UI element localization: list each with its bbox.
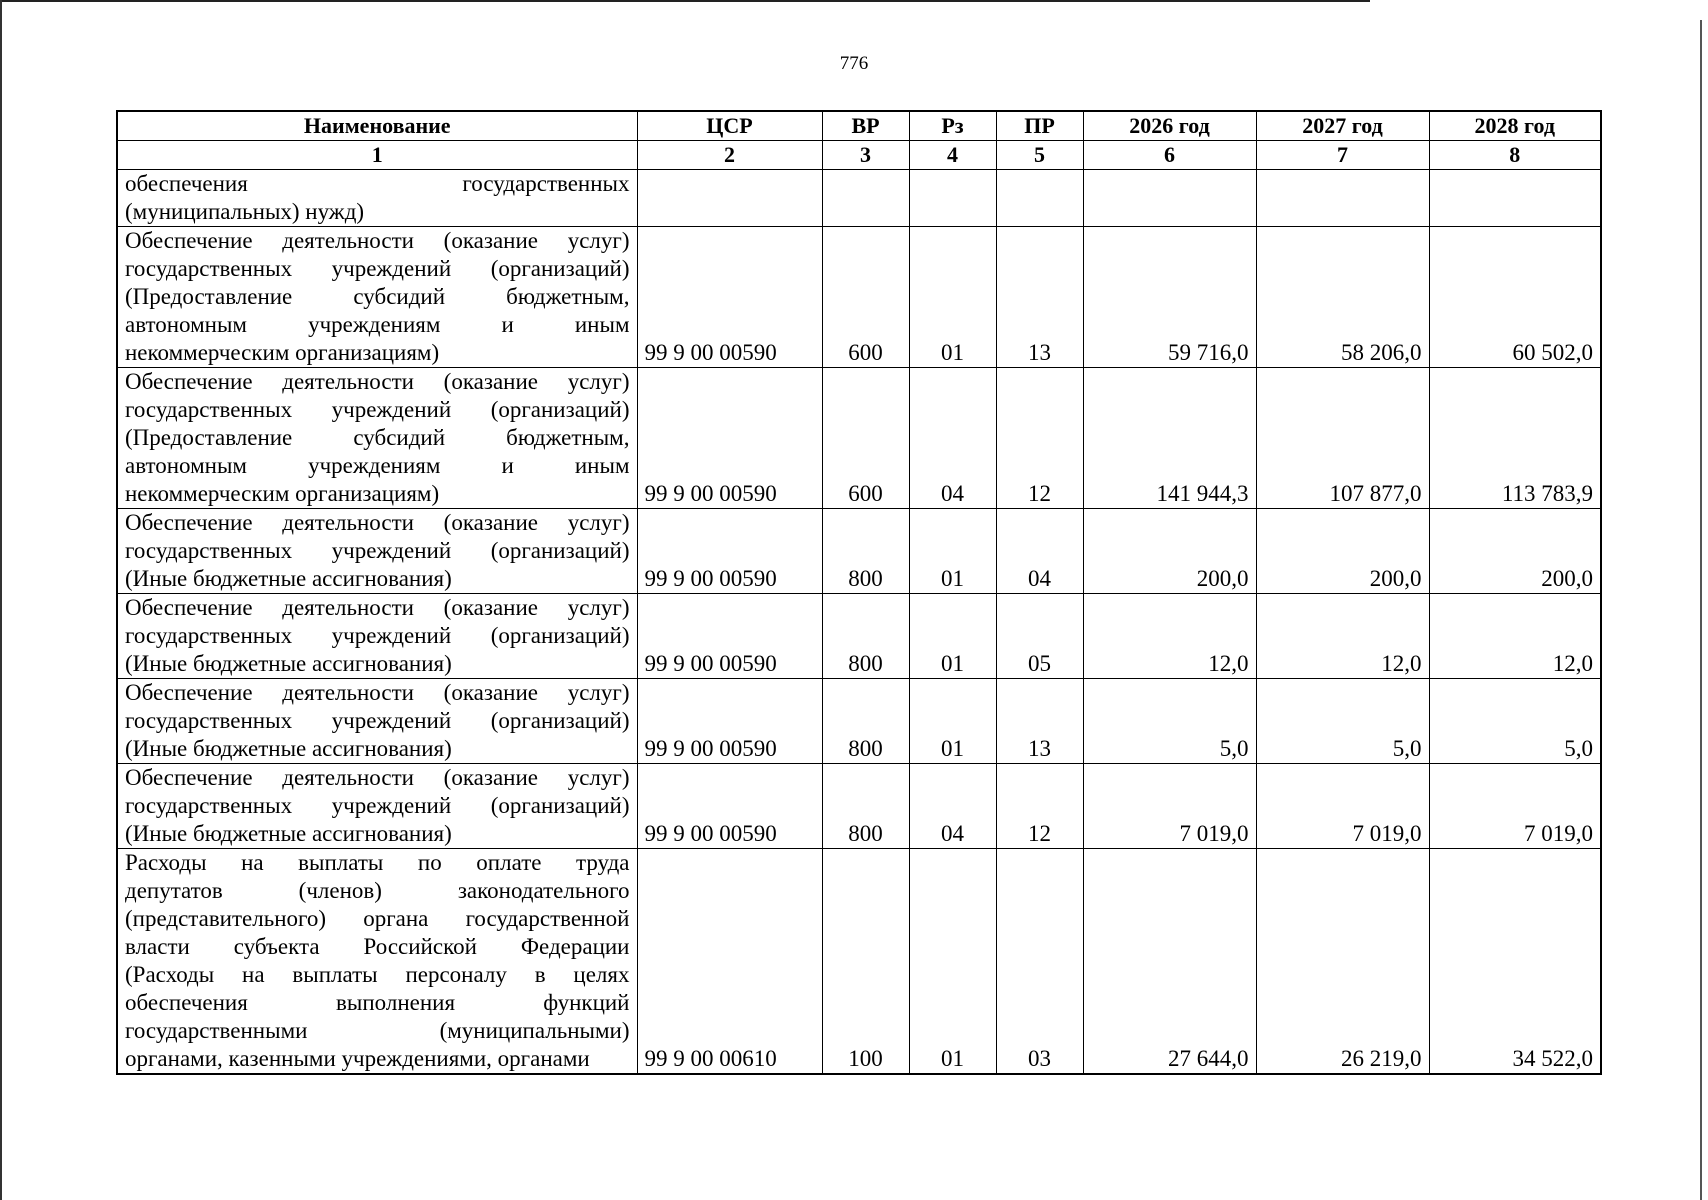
cell-vr: 800 — [822, 509, 909, 594]
cell-pr: 13 — [996, 227, 1083, 368]
name-line: государственных учреждений (организаций) — [125, 256, 630, 281]
cell-2028 — [1429, 170, 1601, 227]
name-line: (Расходы на выплаты персоналу в целях — [125, 962, 630, 987]
name-line: некоммерческим организациям) — [125, 340, 440, 365]
cell-2028: 34 522,0 — [1429, 849, 1601, 1075]
name-line: обеспечения государственных — [125, 171, 630, 196]
name-line: (Предоставление субсидий бюджетным, — [125, 425, 630, 450]
cell-rz: 04 — [909, 368, 996, 509]
col-number: 2 — [637, 141, 822, 170]
cell-rz: 01 — [909, 679, 996, 764]
scan-edge-top — [0, 0, 1370, 2]
col-number: 5 — [996, 141, 1083, 170]
col-number: 6 — [1083, 141, 1256, 170]
cell-2026: 7 019,0 — [1083, 764, 1256, 849]
cell-vr: 800 — [822, 594, 909, 679]
cell-pr: 04 — [996, 509, 1083, 594]
cell-name — [117, 679, 637, 764]
name-line: Обеспечение деятельности (оказание услуг) — [125, 765, 630, 790]
cell-csr: 99 9 00 00610 — [637, 849, 822, 1075]
name-line: (Предоставление субсидий бюджетным, — [125, 284, 630, 309]
cell-2026: 141 944,3 — [1083, 368, 1256, 509]
col-header-vr: ВР — [822, 111, 909, 141]
cell-csr: 99 9 00 00590 — [637, 764, 822, 849]
cell-pr: 05 — [996, 594, 1083, 679]
col-header-pr: ПР — [996, 111, 1083, 141]
name-line: органами, казенными учреждениями, органами — [125, 1046, 590, 1071]
cell-2027: 58 206,0 — [1256, 227, 1429, 368]
col-number: 1 — [117, 141, 637, 170]
name-line: депутатов (членов) законодательного — [125, 878, 630, 903]
name-line: государственных учреждений (организаций) — [125, 538, 630, 563]
cell-2027: 200,0 — [1256, 509, 1429, 594]
name-line: государственных учреждений (организаций) — [125, 397, 630, 422]
cell-rz — [909, 170, 996, 227]
name-line: (муниципальных) нужд) — [125, 199, 365, 224]
cell-2028: 60 502,0 — [1429, 227, 1601, 368]
cell-vr — [822, 170, 909, 227]
name-line: Обеспечение деятельности (оказание услуг) — [125, 228, 630, 253]
cell-2028: 7 019,0 — [1429, 764, 1601, 849]
cell-name — [117, 764, 637, 849]
col-header-rz: Рз — [909, 111, 996, 141]
cell-rz: 04 — [909, 764, 996, 849]
col-number: 3 — [822, 141, 909, 170]
page-number: 776 — [839, 53, 869, 74]
cell-vr: 600 — [822, 368, 909, 509]
cell-csr: 99 9 00 00590 — [637, 227, 822, 368]
cell-pr: 13 — [996, 679, 1083, 764]
cell-pr: 03 — [996, 849, 1083, 1075]
cell-2028: 200,0 — [1429, 509, 1601, 594]
table-row — [117, 679, 1601, 764]
name-line: Обеспечение деятельности (оказание услуг) — [125, 510, 630, 535]
cell-vr: 600 — [822, 227, 909, 368]
name-line: (Иные бюджетные ассигнования) — [125, 651, 452, 676]
name-line: Обеспечение деятельности (оказание услуг) — [125, 595, 630, 620]
cell-rz: 01 — [909, 594, 996, 679]
name-line: (Иные бюджетные ассигнования) — [125, 736, 452, 761]
cell-2026 — [1083, 170, 1256, 227]
cell-csr: 99 9 00 00590 — [637, 679, 822, 764]
name-line: власти субъекта Российской Федерации — [125, 934, 630, 959]
cell-2027: 107 877,0 — [1256, 368, 1429, 509]
cell-2026: 200,0 — [1083, 509, 1256, 594]
table-row — [117, 227, 1601, 368]
cell-csr: 99 9 00 00590 — [637, 368, 822, 509]
name-line: (Иные бюджетные ассигнования) — [125, 821, 452, 846]
table-row — [117, 368, 1601, 509]
name-line: некоммерческим организациям) — [125, 481, 440, 506]
budget-table — [116, 110, 1602, 1075]
cell-csr — [637, 170, 822, 227]
name-line: автономным учреждениям и иным — [125, 312, 630, 337]
name-line: Обеспечение деятельности (оказание услуг) — [125, 680, 630, 705]
name-line: Обеспечение деятельности (оказание услуг) — [125, 369, 630, 394]
col-header-csr: ЦСР — [637, 111, 822, 141]
cell-2027 — [1256, 170, 1429, 227]
cell-2028: 12,0 — [1429, 594, 1601, 679]
cell-2026: 27 644,0 — [1083, 849, 1256, 1075]
cell-pr: 12 — [996, 764, 1083, 849]
name-line: обеспечения выполнения функций — [125, 990, 630, 1015]
cell-csr: 99 9 00 00590 — [637, 509, 822, 594]
cell-2026: 12,0 — [1083, 594, 1256, 679]
cell-2026: 59 716,0 — [1083, 227, 1256, 368]
cell-rz: 01 — [909, 509, 996, 594]
col-header-2027: 2027 год — [1256, 111, 1429, 141]
cell-rz: 01 — [909, 849, 996, 1075]
name-line: государственных учреждений (организаций) — [125, 793, 630, 818]
cell-name — [117, 594, 637, 679]
cell-2027: 5,0 — [1256, 679, 1429, 764]
cell-name — [117, 509, 637, 594]
cell-name — [117, 170, 637, 227]
col-number: 8 — [1429, 141, 1601, 170]
cell-rz: 01 — [909, 227, 996, 368]
col-number: 4 — [909, 141, 996, 170]
table-row — [117, 764, 1601, 849]
cell-name — [117, 849, 637, 1075]
cell-2026: 5,0 — [1083, 679, 1256, 764]
table-body — [117, 170, 1601, 1075]
col-header-name: Наименование — [117, 111, 637, 141]
col-number: 7 — [1256, 141, 1429, 170]
cell-2028: 113 783,9 — [1429, 368, 1601, 509]
cell-2027: 26 219,0 — [1256, 849, 1429, 1075]
cell-vr: 100 — [822, 849, 909, 1075]
table-row — [117, 509, 1601, 594]
table-row — [117, 849, 1601, 1075]
col-header-2026: 2026 год — [1083, 111, 1256, 141]
name-line: Расходы на выплаты по оплате труда — [125, 850, 630, 875]
scan-edge-right — [1700, 20, 1702, 1200]
scan-edge-left — [0, 0, 2, 1200]
header-row — [117, 111, 1601, 141]
name-line: (Иные бюджетные ассигнования) — [125, 566, 452, 591]
name-line: государственных учреждений (организаций) — [125, 623, 630, 648]
name-line: государственных учреждений (организаций) — [125, 708, 630, 733]
cell-vr: 800 — [822, 764, 909, 849]
cell-2028: 5,0 — [1429, 679, 1601, 764]
cell-2027: 12,0 — [1256, 594, 1429, 679]
name-line: государственными (муниципальными) — [125, 1018, 630, 1043]
column-number-row — [117, 141, 1601, 170]
cell-vr: 800 — [822, 679, 909, 764]
cell-pr — [996, 170, 1083, 227]
cell-name — [117, 368, 637, 509]
cell-csr: 99 9 00 00590 — [637, 594, 822, 679]
table-row — [117, 170, 1601, 227]
name-line: автономным учреждениям и иным — [125, 453, 630, 478]
col-header-2028: 2028 год — [1429, 111, 1601, 141]
cell-pr: 12 — [996, 368, 1083, 509]
cell-2027: 7 019,0 — [1256, 764, 1429, 849]
table-row — [117, 594, 1601, 679]
cell-name — [117, 227, 637, 368]
name-line: (представительного) органа государственной — [125, 906, 630, 931]
